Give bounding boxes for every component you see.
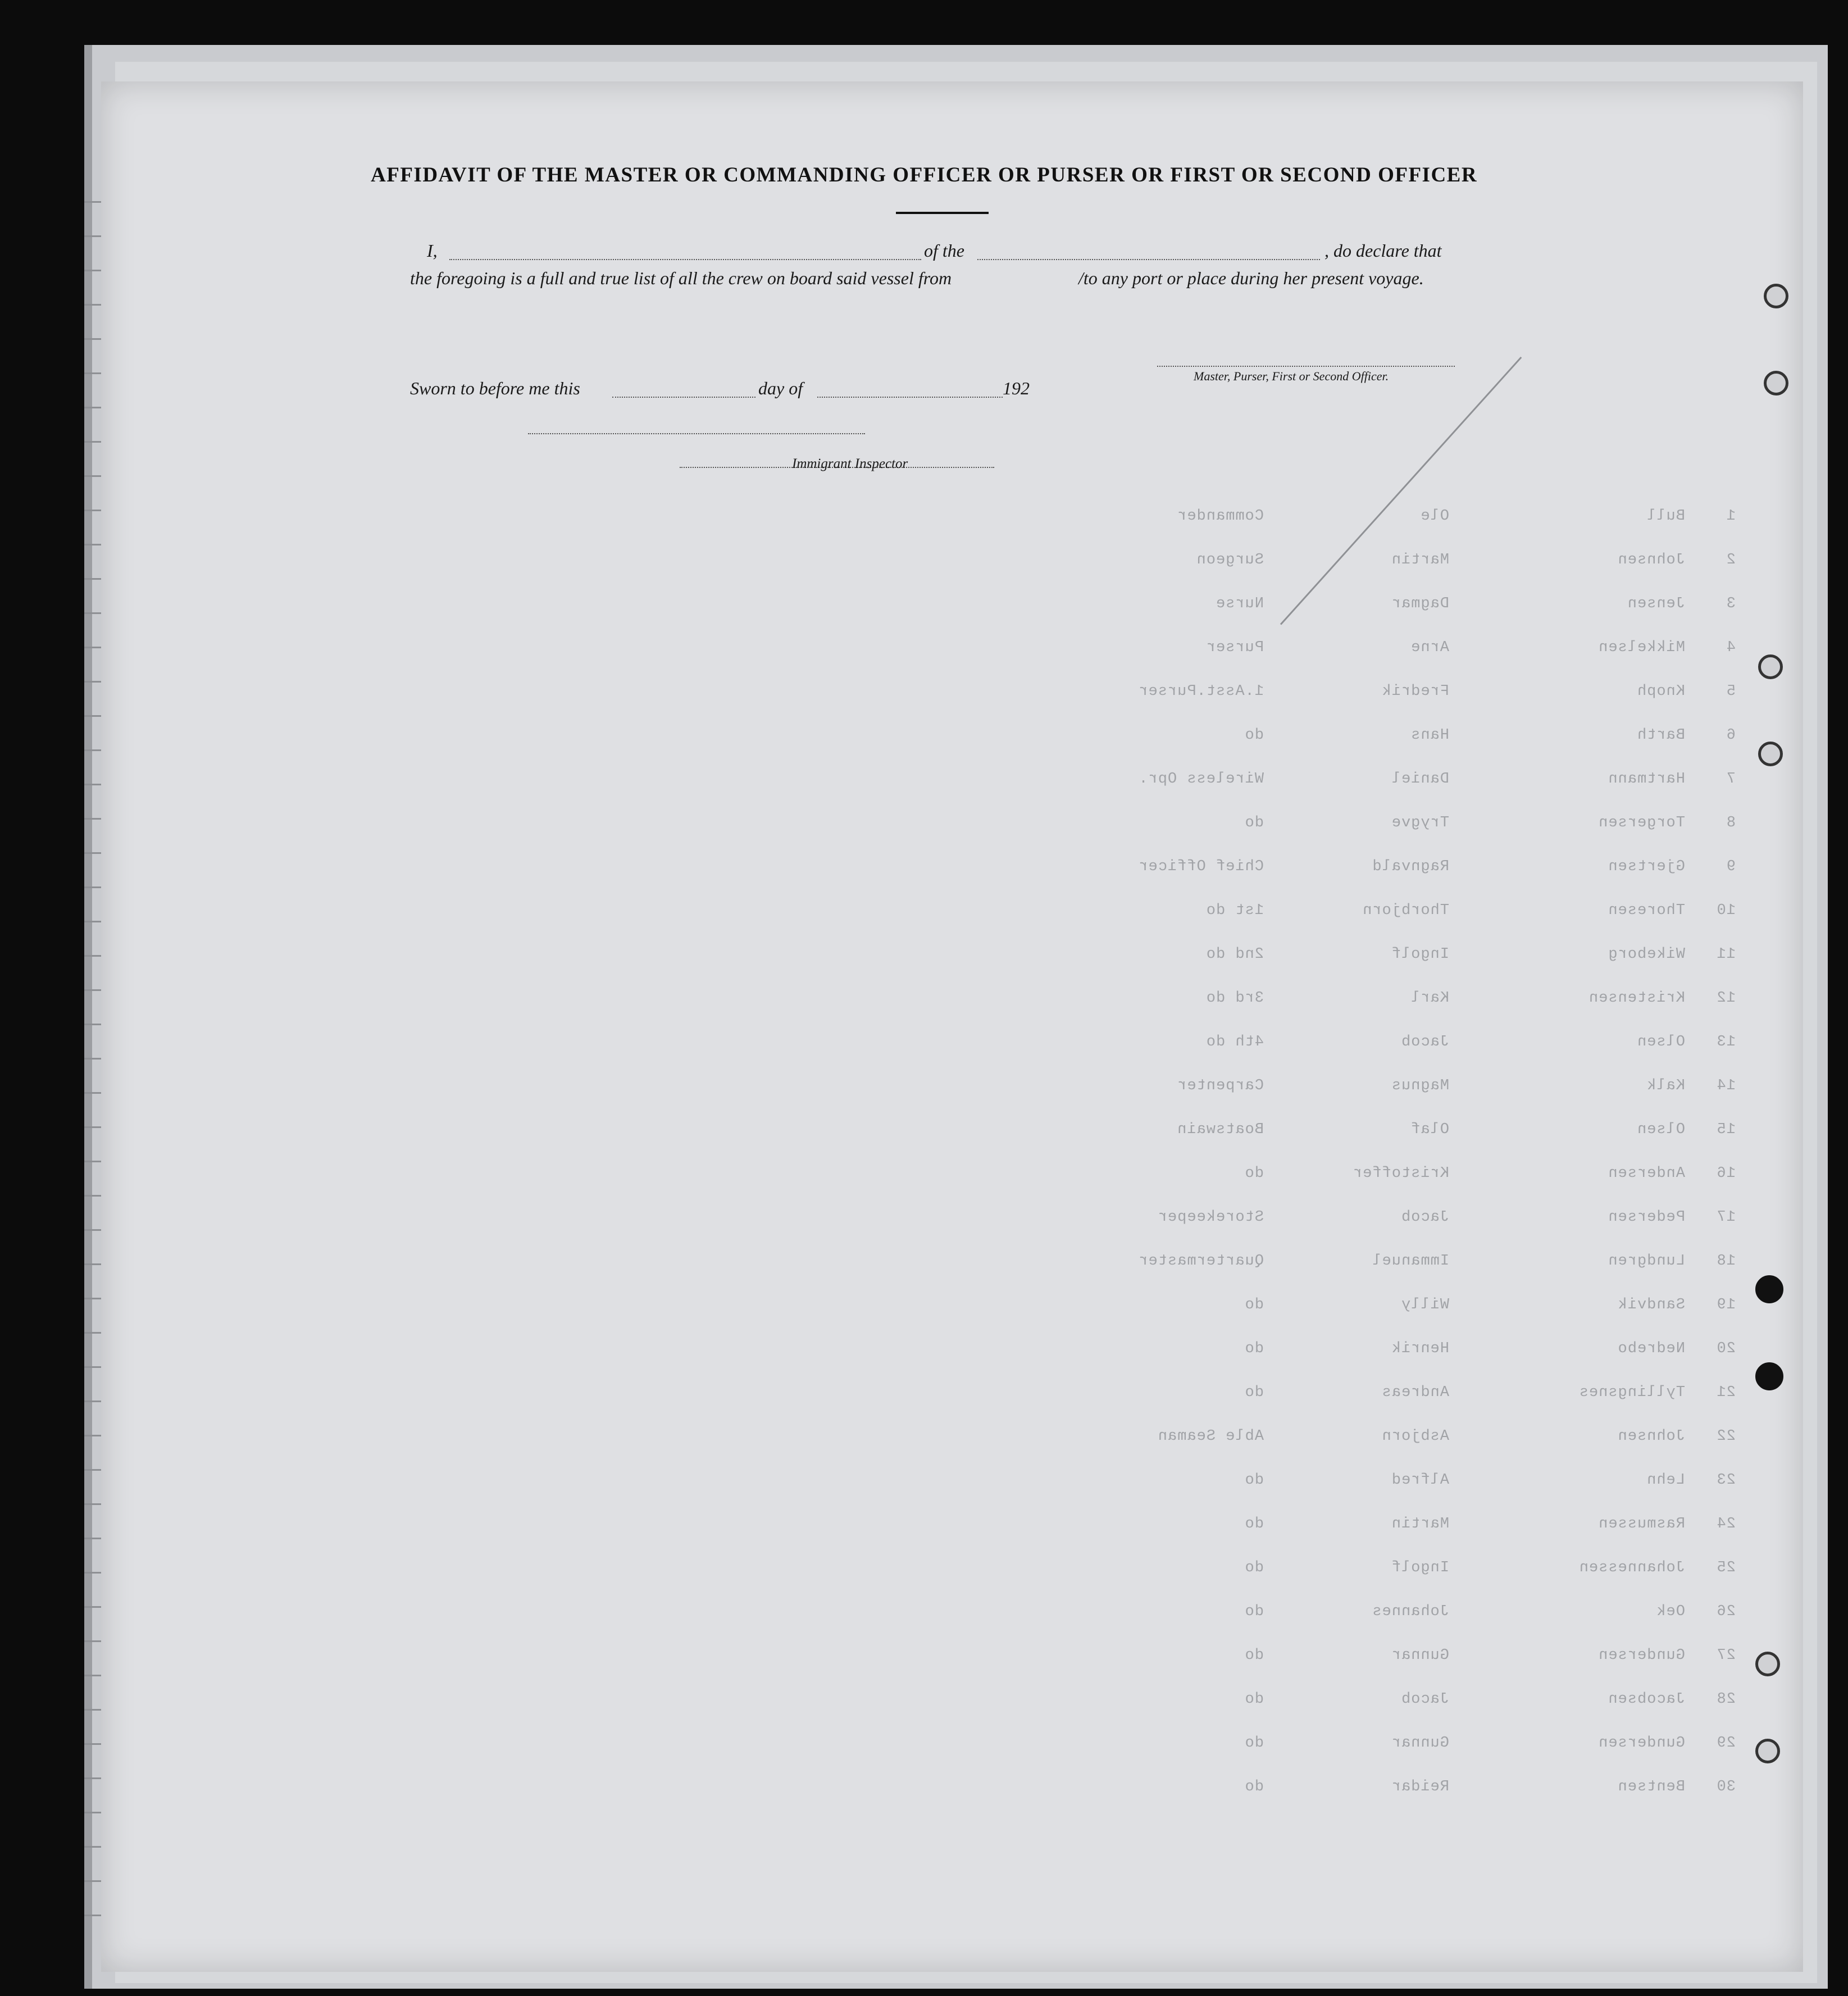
crew-surname: Barth xyxy=(1636,727,1685,744)
crew-number: 20 xyxy=(1716,1340,1736,1357)
crew-given-name: Ole xyxy=(1420,508,1449,525)
crew-row xyxy=(264,1371,1736,1415)
crew-given-name: Alfred xyxy=(1391,1472,1449,1489)
crew-surname: Oek xyxy=(1656,1603,1685,1620)
name-blank[interactable] xyxy=(449,258,921,260)
crew-row xyxy=(264,1327,1736,1371)
binder-hole xyxy=(1755,1652,1780,1676)
crew-given-name: Hans xyxy=(1410,727,1449,744)
crew-row xyxy=(264,1721,1736,1765)
crew-position: 2nd do xyxy=(1205,946,1264,963)
crew-given-name: Thorbjorn xyxy=(1362,902,1449,919)
crew-number: 5 xyxy=(1726,683,1736,700)
day-blank[interactable] xyxy=(612,396,755,398)
title-rule xyxy=(896,212,989,214)
crew-surname: Tyllingsnes xyxy=(1578,1384,1685,1401)
crew-surname: Jensen xyxy=(1627,595,1685,612)
crew-position: do xyxy=(1244,1297,1264,1313)
crew-given-name: Gunnar xyxy=(1391,1735,1449,1752)
crew-position: 4th do xyxy=(1205,1034,1264,1051)
crew-number: 1 xyxy=(1726,508,1736,525)
crew-number: 22 xyxy=(1716,1428,1736,1445)
crew-position: 3rd do xyxy=(1205,990,1264,1007)
binder-hole xyxy=(1755,1275,1783,1303)
crew-given-name: Johannes xyxy=(1372,1603,1449,1620)
crew-given-name: Karl xyxy=(1410,990,1449,1007)
crew-surname: Lundgren xyxy=(1608,1253,1685,1270)
sworn-prefix: Sworn to before me this xyxy=(410,378,580,398)
crew-position: do xyxy=(1244,1384,1264,1401)
crew-position: Purser xyxy=(1205,639,1264,656)
crew-position: Chief Officer xyxy=(1138,858,1264,875)
crew-given-name: Jacob xyxy=(1400,1034,1449,1051)
crew-number: 11 xyxy=(1716,946,1736,963)
crew-row xyxy=(264,670,1736,713)
crew-number: 28 xyxy=(1716,1691,1736,1708)
crew-row xyxy=(264,757,1736,801)
crew-given-name: Andreas xyxy=(1381,1384,1449,1401)
crew-row xyxy=(264,1765,1736,1809)
crew-given-name: Jacob xyxy=(1400,1209,1449,1226)
crew-position: do xyxy=(1244,1516,1264,1533)
month-blank[interactable] xyxy=(817,396,1003,398)
crew-number: 23 xyxy=(1716,1472,1736,1489)
affidavit-title: AFFIDAVIT OF THE MASTER OR COMMANDING OFFICER OR PURSER OR FIRST OR SECOND OFFICER xyxy=(371,163,1478,187)
crew-position: Wireless Opr. xyxy=(1138,771,1264,788)
crew-surname: Jacobsen xyxy=(1608,1691,1685,1708)
crew-surname: Rasmussen xyxy=(1598,1516,1685,1533)
crew-given-name: Gunnar xyxy=(1391,1647,1449,1664)
crew-position: Surgeon xyxy=(1196,552,1264,569)
crew-given-name: Reidar xyxy=(1391,1779,1449,1795)
crew-surname: Andersen xyxy=(1608,1165,1685,1182)
crew-number: 10 xyxy=(1716,902,1736,919)
crew-number: 12 xyxy=(1716,990,1736,1007)
crew-position: Carpenter xyxy=(1177,1077,1264,1094)
vessel-blank[interactable] xyxy=(977,258,1320,260)
crew-number: 13 xyxy=(1716,1034,1736,1051)
crew-given-name: Arne xyxy=(1410,639,1449,656)
crew-row xyxy=(264,494,1736,538)
crew-number: 17 xyxy=(1716,1209,1736,1226)
crew-number: 30 xyxy=(1716,1779,1736,1795)
crew-position: 1st do xyxy=(1205,902,1264,919)
declaration-declare: , do declare that xyxy=(1324,240,1442,261)
crew-position: Boatswain xyxy=(1177,1121,1264,1138)
crew-number: 15 xyxy=(1716,1121,1736,1138)
crew-position: 1.Asst.Purser xyxy=(1138,683,1264,700)
crew-row xyxy=(264,1677,1736,1721)
crew-surname: Gjertsen xyxy=(1608,858,1685,875)
crew-surname: Lehn xyxy=(1646,1472,1685,1489)
crew-position: do xyxy=(1244,1603,1264,1620)
crew-row xyxy=(264,582,1736,626)
crew-surname: Sandvik xyxy=(1617,1297,1685,1313)
crew-position: do xyxy=(1244,1691,1264,1708)
declaration-line-2: the foregoing is a full and true list of all the crew on board said vessel from xyxy=(410,268,952,288)
crew-position: do xyxy=(1244,1559,1264,1576)
crew-row xyxy=(264,538,1736,582)
crew-surname: Knoph xyxy=(1636,683,1685,700)
crew-row xyxy=(264,1502,1736,1546)
crew-row xyxy=(264,933,1736,976)
crew-surname: Olsen xyxy=(1636,1034,1685,1051)
crew-surname: Kristensen xyxy=(1588,990,1685,1007)
crew-row xyxy=(264,1152,1736,1195)
crew-position: do xyxy=(1244,1779,1264,1795)
crew-position: do xyxy=(1244,727,1264,744)
crew-row xyxy=(264,1283,1736,1327)
crew-surname: Torgersen xyxy=(1598,815,1685,831)
crew-surname: Wikeborg xyxy=(1608,946,1685,963)
crew-position: do xyxy=(1244,815,1264,831)
crew-surname: Hartmann xyxy=(1608,771,1685,788)
crew-number: 16 xyxy=(1716,1165,1736,1182)
crew-number: 6 xyxy=(1726,727,1736,744)
crew-position: do xyxy=(1244,1340,1264,1357)
crew-surname: Bull xyxy=(1646,508,1685,525)
crew-number: 26 xyxy=(1716,1603,1736,1620)
crew-given-name: Kristoffer xyxy=(1352,1165,1449,1182)
declaration-i: I, xyxy=(427,240,438,261)
crew-surname: Nedrebo xyxy=(1617,1340,1685,1357)
crew-given-name: Dagmar xyxy=(1391,595,1449,612)
crew-given-name: Ingolf xyxy=(1391,1559,1449,1576)
crew-given-name: Asbjorn xyxy=(1381,1428,1449,1445)
crew-number: 25 xyxy=(1716,1559,1736,1576)
crew-number: 21 xyxy=(1716,1384,1736,1401)
crew-given-name: Martin xyxy=(1391,1516,1449,1533)
crew-number: 14 xyxy=(1716,1077,1736,1094)
crew-number: 2 xyxy=(1726,552,1736,569)
crew-row xyxy=(264,1195,1736,1239)
crew-number: 9 xyxy=(1726,858,1736,875)
crew-position: do xyxy=(1244,1647,1264,1664)
crew-row xyxy=(264,1020,1736,1064)
declaration-of-the: of the xyxy=(924,240,964,261)
crew-surname: Johnsen xyxy=(1617,1428,1685,1445)
crew-given-name: Henrik xyxy=(1391,1340,1449,1357)
crew-surname: Mikkelsen xyxy=(1598,639,1685,656)
sworn-day-of: day of xyxy=(758,378,803,398)
binder-hole xyxy=(1755,1362,1783,1390)
crew-given-name: Magnus xyxy=(1391,1077,1449,1094)
crew-number: 18 xyxy=(1716,1253,1736,1270)
crew-number: 8 xyxy=(1726,815,1736,831)
sworn-year: 192 xyxy=(1003,378,1030,398)
crew-row xyxy=(264,1064,1736,1108)
crew-surname: Pedersen xyxy=(1608,1209,1685,1226)
crew-row xyxy=(264,713,1736,757)
crew-row xyxy=(264,1590,1736,1634)
crew-surname: Johannessen xyxy=(1578,1559,1685,1576)
crew-position: Storekeeper xyxy=(1157,1209,1264,1226)
declaration-line-2-end: /to any port or place during her present voyage. xyxy=(1078,268,1424,288)
crew-surname: Gundersen xyxy=(1598,1735,1685,1752)
inspector-caption: Immigrant Inspector xyxy=(792,456,908,471)
crew-position: Nurse xyxy=(1215,595,1264,612)
crew-given-name: Immanuel xyxy=(1372,1253,1449,1270)
crew-given-name: Fredrik xyxy=(1381,683,1449,700)
crew-list-bleedthrough xyxy=(264,494,1736,1809)
crew-given-name: Martin xyxy=(1391,552,1449,569)
crew-surname: Olsen xyxy=(1636,1121,1685,1138)
crew-position: do xyxy=(1244,1472,1264,1489)
crew-row xyxy=(264,626,1736,670)
binder-hole xyxy=(1755,1739,1780,1763)
crew-surname: Johnsen xyxy=(1617,552,1685,569)
binder-hole xyxy=(1758,654,1783,679)
crew-given-name: Ingolf xyxy=(1391,946,1449,963)
crew-given-name: Jacob xyxy=(1400,1691,1449,1708)
crew-row xyxy=(264,1634,1736,1677)
crew-position: do xyxy=(1244,1165,1264,1182)
binder-hole xyxy=(1764,371,1788,395)
crew-number: 27 xyxy=(1716,1647,1736,1664)
signature-blank[interactable] xyxy=(1157,365,1455,367)
crew-row xyxy=(264,976,1736,1020)
crew-row xyxy=(264,1415,1736,1458)
crew-surname: Gundersen xyxy=(1598,1647,1685,1664)
crew-surname: Thoresen xyxy=(1608,902,1685,919)
crew-given-name: Daniel xyxy=(1391,771,1449,788)
crew-row xyxy=(264,1458,1736,1502)
inspector-signature-blank[interactable] xyxy=(528,433,865,434)
crew-number: 7 xyxy=(1726,771,1736,788)
crew-surname: Bentsen xyxy=(1617,1779,1685,1795)
crew-position: Able Seaman xyxy=(1157,1428,1264,1445)
crew-number: 24 xyxy=(1716,1516,1736,1533)
binder-hole xyxy=(1758,742,1783,766)
crew-row xyxy=(264,1546,1736,1590)
crew-row xyxy=(264,889,1736,933)
crew-number: 3 xyxy=(1726,595,1736,612)
crew-row xyxy=(264,1239,1736,1283)
crew-surname: Kalk xyxy=(1646,1077,1685,1094)
crew-position: do xyxy=(1244,1735,1264,1752)
crew-number: 4 xyxy=(1726,639,1736,656)
crew-given-name: Ragnvald xyxy=(1372,858,1449,875)
crew-number: 29 xyxy=(1716,1735,1736,1752)
crew-position: Quartermaster xyxy=(1138,1253,1264,1270)
signature-caption: Master, Purser, First or Second Officer. xyxy=(1194,369,1389,383)
crew-row xyxy=(264,845,1736,889)
crew-number: 19 xyxy=(1716,1297,1736,1313)
binder-hole xyxy=(1764,284,1788,308)
crew-given-name: Olaf xyxy=(1410,1121,1449,1138)
crew-given-name: Trygve xyxy=(1391,815,1449,831)
crew-row xyxy=(264,801,1736,845)
crew-given-name: Willy xyxy=(1400,1297,1449,1313)
crew-position: Commander xyxy=(1177,508,1264,525)
crew-row xyxy=(264,1108,1736,1152)
